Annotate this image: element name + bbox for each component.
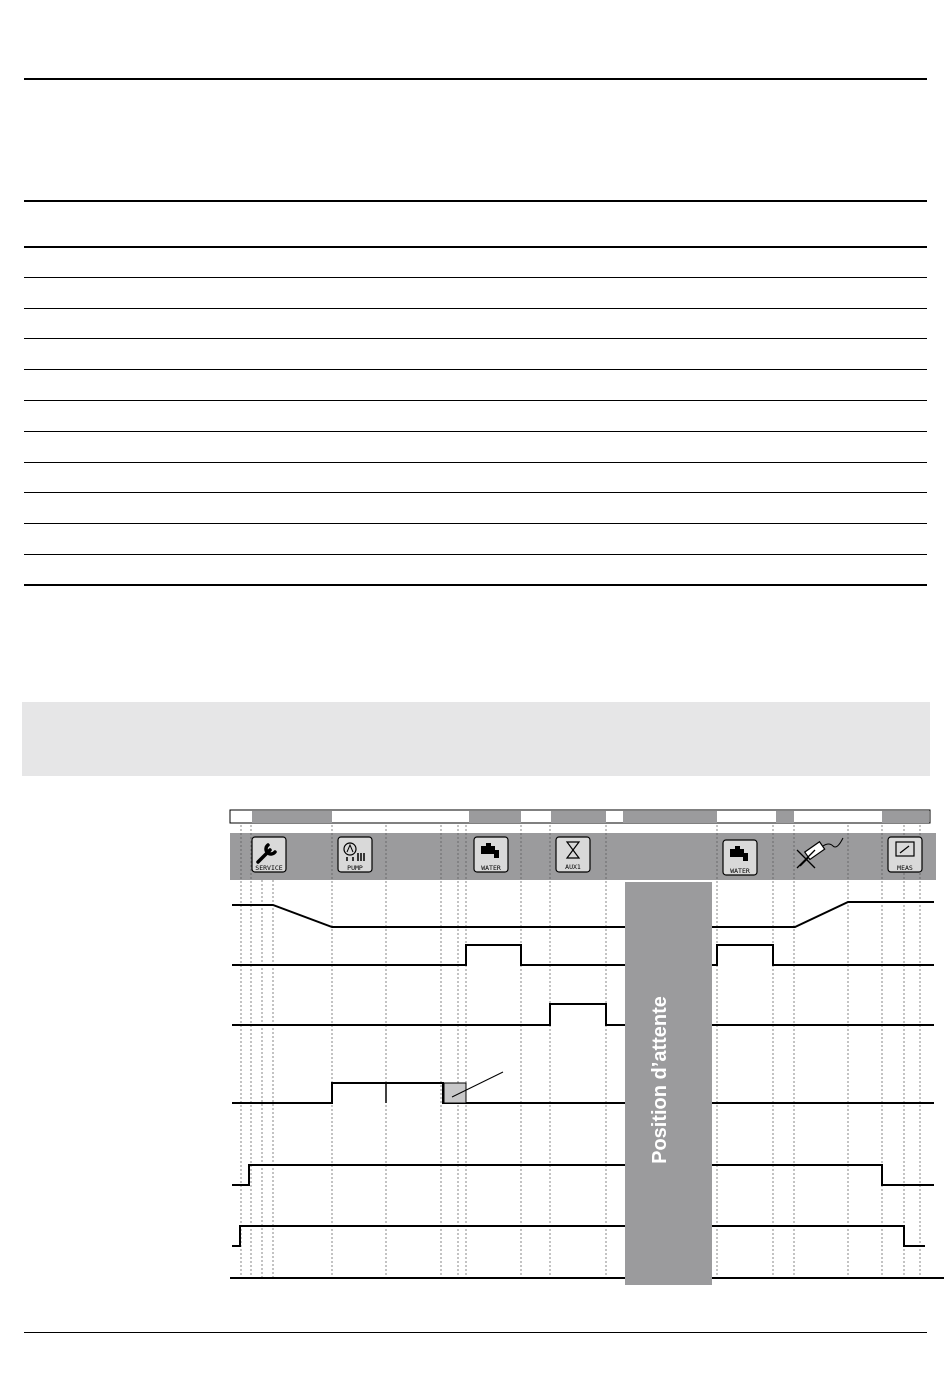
faucet-icon xyxy=(474,837,508,872)
svg-text:MEAS: MEAS xyxy=(897,864,913,872)
callout-box xyxy=(444,1083,466,1103)
faucet-icon xyxy=(723,840,757,875)
footer-rule xyxy=(24,1332,927,1333)
pump-icon xyxy=(338,837,372,872)
signal-trace-water xyxy=(232,945,934,965)
phase-block xyxy=(623,811,717,823)
gauge-icon xyxy=(888,837,922,872)
time-gridlines xyxy=(241,825,920,1278)
signal-trace-ramp xyxy=(232,902,934,927)
phase-block xyxy=(469,811,521,823)
svg-text:WATER: WATER xyxy=(730,867,750,875)
hourglass-icon xyxy=(556,837,590,872)
standby-label: Position d’attente xyxy=(649,996,671,1164)
signal-trace-power xyxy=(232,1226,925,1246)
svg-text:AUX1: AUX1 xyxy=(565,863,581,871)
phase-block xyxy=(882,811,929,823)
svg-text:SERVICE: SERVICE xyxy=(255,864,283,872)
phase-block xyxy=(776,811,794,823)
phase-block xyxy=(252,811,332,823)
svg-text:PUMP: PUMP xyxy=(347,864,363,872)
wrench-icon xyxy=(252,837,286,872)
phase-block xyxy=(551,811,606,823)
signal-trace-aux xyxy=(232,1004,934,1025)
svg-text:WATER: WATER xyxy=(481,864,501,872)
signal-trace-pump xyxy=(232,1083,934,1103)
signal-trace-service xyxy=(232,1165,934,1185)
